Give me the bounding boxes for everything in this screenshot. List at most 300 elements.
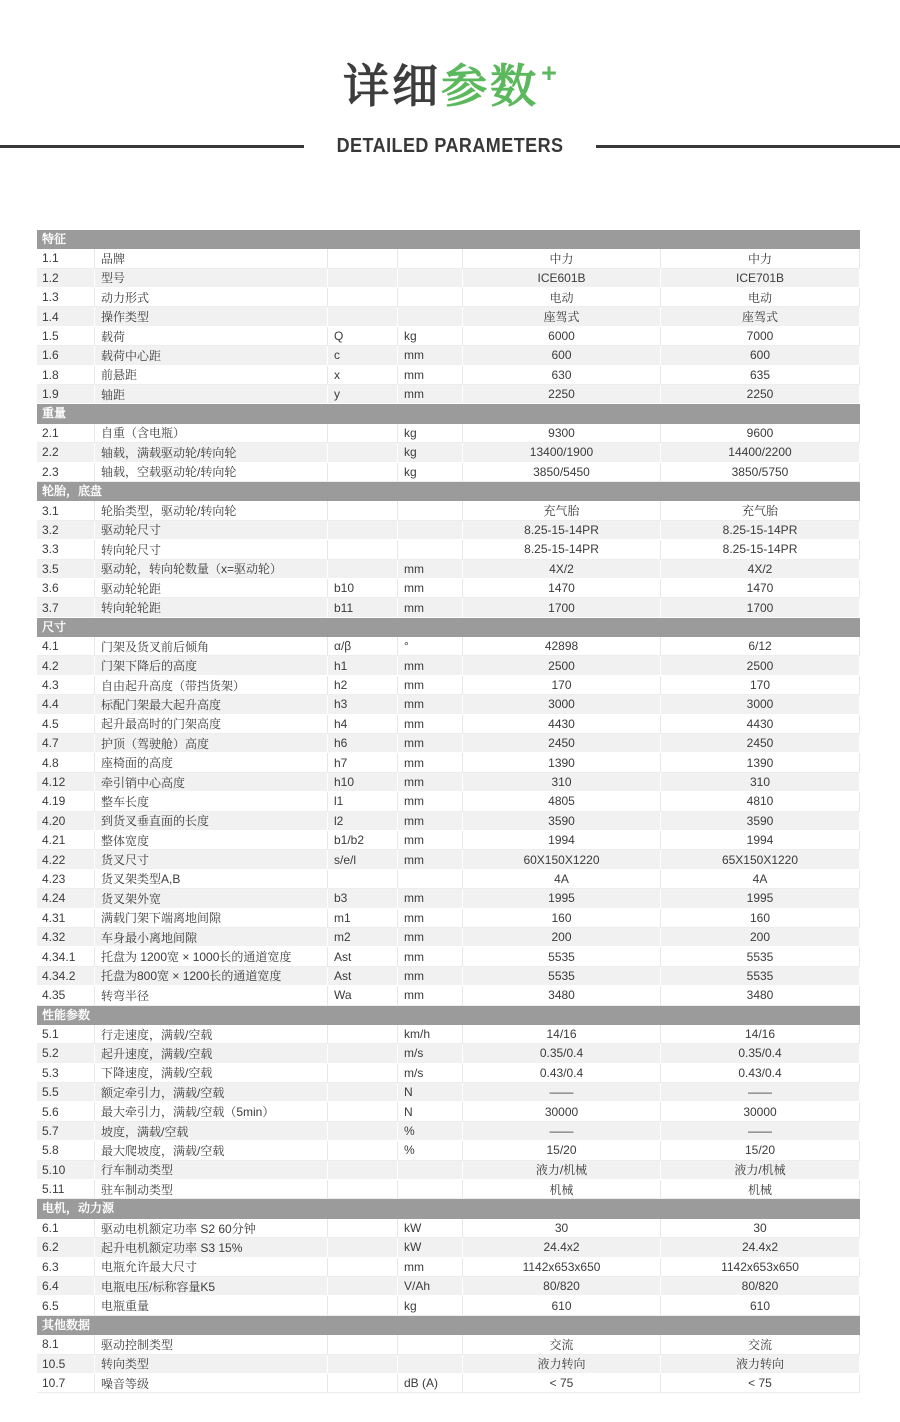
table-row bbox=[37, 424, 860, 443]
row-number: 1.9 bbox=[37, 385, 95, 403]
row-number: 4.31 bbox=[37, 909, 95, 927]
value-ice601b: 630 bbox=[463, 366, 661, 384]
param-name: 起升速度，满载/空载 bbox=[95, 1044, 328, 1062]
param-name: 车身最小离地间隙 bbox=[95, 928, 328, 946]
param-unit: mm bbox=[398, 560, 463, 578]
value-ice701b: 4810 bbox=[661, 792, 860, 810]
value-ice601b: 充气胎 bbox=[463, 501, 661, 519]
param-symbol bbox=[328, 1122, 398, 1140]
table-row bbox=[37, 521, 860, 540]
value-ice601b: 24.4x2 bbox=[463, 1238, 661, 1256]
table-row bbox=[37, 715, 860, 734]
param-name: 驻车制动类型 bbox=[95, 1180, 328, 1198]
param-symbol bbox=[328, 1180, 398, 1198]
param-unit: kg bbox=[398, 327, 463, 345]
param-symbol: h4 bbox=[328, 715, 398, 733]
param-symbol bbox=[328, 269, 398, 287]
spec-table bbox=[37, 230, 860, 1393]
param-symbol: x bbox=[328, 366, 398, 384]
param-unit: V/Ah bbox=[398, 1277, 463, 1295]
value-ice701b: 80/820 bbox=[661, 1277, 860, 1295]
value-ice701b: 30 bbox=[661, 1219, 860, 1237]
value-ice601b: 14/16 bbox=[463, 1025, 661, 1043]
value-ice701b: 机械 bbox=[661, 1180, 860, 1198]
value-ice601b: 15/20 bbox=[463, 1141, 661, 1159]
page-title bbox=[0, 58, 900, 113]
value-ice601b: 液力/机械 bbox=[463, 1161, 661, 1179]
param-symbol: h1 bbox=[328, 656, 398, 674]
section-header: 重量 bbox=[37, 404, 860, 423]
table-row bbox=[37, 1122, 860, 1141]
param-symbol bbox=[328, 870, 398, 888]
param-name: 坡度，满载/空载 bbox=[95, 1122, 328, 1140]
table-row bbox=[37, 1374, 860, 1393]
value-ice701b: 200 bbox=[661, 928, 860, 946]
value-ice701b: 1994 bbox=[661, 831, 860, 849]
value-ice701b: 1142x653x650 bbox=[661, 1258, 860, 1276]
divider-line-right bbox=[596, 145, 900, 148]
value-ice701b: 座驾式 bbox=[661, 307, 860, 325]
param-name: 货叉尺寸 bbox=[95, 850, 328, 868]
value-ice601b: 1995 bbox=[463, 889, 661, 907]
value-ice701b: 充气胎 bbox=[661, 501, 860, 519]
value-ice601b: 8.25-15-14PR bbox=[463, 521, 661, 539]
row-number: 2.3 bbox=[37, 463, 95, 481]
table-row bbox=[37, 443, 860, 462]
value-ice601b: 310 bbox=[463, 773, 661, 791]
row-number: 4.5 bbox=[37, 715, 95, 733]
table-row bbox=[37, 734, 860, 753]
param-symbol: b1/b2 bbox=[328, 831, 398, 849]
table-row bbox=[37, 1102, 860, 1121]
table-row bbox=[37, 269, 860, 288]
param-symbol bbox=[328, 521, 398, 539]
table-row bbox=[37, 1296, 860, 1315]
param-symbol: b11 bbox=[328, 598, 398, 616]
value-ice701b: 5535 bbox=[661, 967, 860, 985]
table-row bbox=[37, 1083, 860, 1102]
param-name: 行车制动类型 bbox=[95, 1161, 328, 1179]
param-unit bbox=[398, 1180, 463, 1198]
value-ice701b: 600 bbox=[661, 346, 860, 364]
param-name: 品牌 bbox=[95, 249, 328, 267]
value-ice601b: 机械 bbox=[463, 1180, 661, 1198]
value-ice601b: 6000 bbox=[463, 327, 661, 345]
value-ice601b: 1142x653x650 bbox=[463, 1258, 661, 1276]
param-unit: mm bbox=[398, 579, 463, 597]
table-row bbox=[37, 1180, 860, 1199]
value-ice701b: 170 bbox=[661, 676, 860, 694]
table-row bbox=[37, 812, 860, 831]
value-ice701b: 3590 bbox=[661, 812, 860, 830]
param-unit: N bbox=[398, 1102, 463, 1120]
row-number: 4.20 bbox=[37, 812, 95, 830]
param-unit: mm bbox=[398, 889, 463, 907]
param-name: 轴载，空载驱动轮/转向轮 bbox=[95, 463, 328, 481]
value-ice701b: 14400/2200 bbox=[661, 443, 860, 461]
param-symbol: Q bbox=[328, 327, 398, 345]
row-number: 4.8 bbox=[37, 753, 95, 771]
param-symbol bbox=[328, 1141, 398, 1159]
param-unit bbox=[398, 1335, 463, 1353]
param-unit: mm bbox=[398, 967, 463, 985]
param-name: 电瓶电压/标称容量K5 bbox=[95, 1277, 328, 1295]
title-dark-part: 详细 bbox=[343, 60, 442, 112]
param-name: 轴载，满载驱动轮/转向轮 bbox=[95, 443, 328, 461]
value-ice601b: 中力 bbox=[463, 249, 661, 267]
table-row bbox=[37, 540, 860, 559]
param-symbol bbox=[328, 1258, 398, 1276]
param-name: 驱动控制类型 bbox=[95, 1335, 328, 1353]
value-ice601b: 3850/5450 bbox=[463, 463, 661, 481]
table-row bbox=[37, 967, 860, 986]
value-ice601b: 电动 bbox=[463, 288, 661, 306]
row-number: 4.35 bbox=[37, 986, 95, 1004]
param-symbol bbox=[328, 249, 398, 267]
param-symbol bbox=[328, 501, 398, 519]
value-ice601b: 4805 bbox=[463, 792, 661, 810]
row-number: 5.2 bbox=[37, 1044, 95, 1062]
value-ice601b: 4430 bbox=[463, 715, 661, 733]
param-symbol bbox=[328, 1296, 398, 1314]
table-row bbox=[37, 385, 860, 404]
param-name: 电瓶允许最大尺寸 bbox=[95, 1258, 328, 1276]
param-symbol bbox=[328, 540, 398, 558]
value-ice701b: 0.43/0.4 bbox=[661, 1064, 860, 1082]
param-symbol: l2 bbox=[328, 812, 398, 830]
param-unit: % bbox=[398, 1141, 463, 1159]
table-row bbox=[37, 307, 860, 326]
row-number: 5.6 bbox=[37, 1102, 95, 1120]
value-ice701b: 65X150X1220 bbox=[661, 850, 860, 868]
value-ice701b: 4X/2 bbox=[661, 560, 860, 578]
table-row bbox=[37, 1141, 860, 1160]
row-number: 5.7 bbox=[37, 1122, 95, 1140]
param-name: 到货叉垂直面的长度 bbox=[95, 812, 328, 830]
table-row bbox=[37, 792, 860, 811]
row-number: 3.7 bbox=[37, 598, 95, 616]
value-ice701b: 635 bbox=[661, 366, 860, 384]
table-row bbox=[37, 327, 860, 346]
section-header: 尺寸 bbox=[37, 618, 860, 637]
row-number: 1.5 bbox=[37, 327, 95, 345]
value-ice601b: 液力转向 bbox=[463, 1355, 661, 1373]
value-ice601b: 座驾式 bbox=[463, 307, 661, 325]
param-symbol bbox=[328, 288, 398, 306]
table-row bbox=[37, 1277, 860, 1296]
title-green-part: 参数 bbox=[441, 60, 540, 112]
row-number: 4.23 bbox=[37, 870, 95, 888]
value-ice601b: 2500 bbox=[463, 656, 661, 674]
param-unit: kW bbox=[398, 1238, 463, 1256]
value-ice601b: 160 bbox=[463, 909, 661, 927]
value-ice701b: 1390 bbox=[661, 753, 860, 771]
param-name: 电瓶重量 bbox=[95, 1296, 328, 1314]
param-name: 操作类型 bbox=[95, 307, 328, 325]
param-unit: mm bbox=[398, 1258, 463, 1276]
value-ice601b: 1700 bbox=[463, 598, 661, 616]
param-name: 起升最高时的门架高度 bbox=[95, 715, 328, 733]
param-symbol: Ast bbox=[328, 967, 398, 985]
param-unit bbox=[398, 307, 463, 325]
param-unit: kg bbox=[398, 463, 463, 481]
param-name: 载荷 bbox=[95, 327, 328, 345]
param-symbol: h6 bbox=[328, 734, 398, 752]
table-row bbox=[37, 1355, 860, 1374]
section-header: 特征 bbox=[37, 230, 860, 249]
param-name: 起升电机额定功率 S3 15% bbox=[95, 1238, 328, 1256]
param-name: 托盘为800宽 × 1200长的通道宽度 bbox=[95, 967, 328, 985]
param-symbol bbox=[328, 1083, 398, 1101]
param-symbol: c bbox=[328, 346, 398, 364]
value-ice601b: 600 bbox=[463, 346, 661, 364]
value-ice601b: 8.25-15-14PR bbox=[463, 540, 661, 558]
row-number: 3.2 bbox=[37, 521, 95, 539]
row-number: 1.3 bbox=[37, 288, 95, 306]
value-ice601b: 4X/2 bbox=[463, 560, 661, 578]
param-unit: mm bbox=[398, 715, 463, 733]
value-ice701b: 液力/机械 bbox=[661, 1161, 860, 1179]
row-number: 4.34.1 bbox=[37, 947, 95, 965]
param-symbol: Ast bbox=[328, 947, 398, 965]
page-subtitle: DETAILED PARAMETERS bbox=[336, 134, 564, 157]
table-row bbox=[37, 501, 860, 520]
row-number: 1.8 bbox=[37, 366, 95, 384]
value-ice701b: 310 bbox=[661, 773, 860, 791]
row-number: 4.1 bbox=[37, 637, 95, 655]
value-ice601b: 9300 bbox=[463, 424, 661, 442]
value-ice701b: —— bbox=[661, 1083, 860, 1101]
param-symbol bbox=[328, 1044, 398, 1062]
param-name: 驱动轮轮距 bbox=[95, 579, 328, 597]
param-unit bbox=[398, 288, 463, 306]
param-unit: mm bbox=[398, 850, 463, 868]
table-row bbox=[37, 1161, 860, 1180]
param-unit: mm bbox=[398, 753, 463, 771]
param-name: 转向轮轮距 bbox=[95, 598, 328, 616]
row-number: 5.10 bbox=[37, 1161, 95, 1179]
param-unit: mm bbox=[398, 598, 463, 616]
value-ice701b: 5535 bbox=[661, 947, 860, 965]
row-number: 4.32 bbox=[37, 928, 95, 946]
value-ice601b: 30 bbox=[463, 1219, 661, 1237]
row-number: 4.19 bbox=[37, 792, 95, 810]
divider-line-left bbox=[0, 145, 304, 148]
param-symbol: y bbox=[328, 385, 398, 403]
value-ice701b: 0.35/0.4 bbox=[661, 1044, 860, 1062]
param-symbol bbox=[328, 1064, 398, 1082]
param-name: 动力形式 bbox=[95, 288, 328, 306]
value-ice601b: 13400/1900 bbox=[463, 443, 661, 461]
subtitle-row bbox=[0, 135, 900, 158]
param-symbol bbox=[328, 1374, 398, 1392]
value-ice701b: 8.25-15-14PR bbox=[661, 540, 860, 558]
param-unit: mm bbox=[398, 695, 463, 713]
param-name: 托盘为 1200宽 × 1000长的通道宽度 bbox=[95, 947, 328, 965]
value-ice701b: 6/12 bbox=[661, 637, 860, 655]
param-unit: mm bbox=[398, 385, 463, 403]
value-ice701b: 4A bbox=[661, 870, 860, 888]
value-ice701b: 1995 bbox=[661, 889, 860, 907]
param-unit: N bbox=[398, 1083, 463, 1101]
param-symbol: b10 bbox=[328, 579, 398, 597]
plus-icon: + bbox=[541, 58, 557, 88]
row-number: 6.1 bbox=[37, 1219, 95, 1237]
table-row bbox=[37, 1044, 860, 1063]
section-header: 电机，动力源 bbox=[37, 1199, 860, 1218]
row-number: 4.21 bbox=[37, 831, 95, 849]
row-number: 1.1 bbox=[37, 249, 95, 267]
value-ice701b: 610 bbox=[661, 1296, 860, 1314]
param-unit bbox=[398, 1161, 463, 1179]
param-symbol: h7 bbox=[328, 753, 398, 771]
param-symbol bbox=[328, 443, 398, 461]
row-number: 4.2 bbox=[37, 656, 95, 674]
row-number: 4.34.2 bbox=[37, 967, 95, 985]
value-ice601b: 3000 bbox=[463, 695, 661, 713]
param-unit: mm bbox=[398, 909, 463, 927]
param-symbol: h10 bbox=[328, 773, 398, 791]
row-number: 3.5 bbox=[37, 560, 95, 578]
param-name: 转弯半径 bbox=[95, 986, 328, 1004]
table-row bbox=[37, 986, 860, 1005]
table-row bbox=[37, 560, 860, 579]
param-unit bbox=[398, 540, 463, 558]
param-symbol: h2 bbox=[328, 676, 398, 694]
table-row bbox=[37, 1064, 860, 1083]
param-symbol bbox=[328, 1238, 398, 1256]
param-name: 座椅面的高度 bbox=[95, 753, 328, 771]
param-unit: mm bbox=[398, 947, 463, 965]
table-row bbox=[37, 773, 860, 792]
value-ice601b: 交流 bbox=[463, 1335, 661, 1353]
table-row bbox=[37, 870, 860, 889]
value-ice701b: < 75 bbox=[661, 1374, 860, 1392]
param-symbol: m1 bbox=[328, 909, 398, 927]
param-unit bbox=[398, 501, 463, 519]
param-unit: m/s bbox=[398, 1044, 463, 1062]
table-row bbox=[37, 288, 860, 307]
param-unit: mm bbox=[398, 928, 463, 946]
value-ice701b: 14/16 bbox=[661, 1025, 860, 1043]
row-number: 5.8 bbox=[37, 1141, 95, 1159]
value-ice601b: 30000 bbox=[463, 1102, 661, 1120]
param-unit: ° bbox=[398, 637, 463, 655]
table-row bbox=[37, 598, 860, 617]
row-number: 1.4 bbox=[37, 307, 95, 325]
value-ice701b: 7000 bbox=[661, 327, 860, 345]
row-number: 1.6 bbox=[37, 346, 95, 364]
row-number: 3.1 bbox=[37, 501, 95, 519]
table-row bbox=[37, 928, 860, 947]
param-name: 门架下降后的高度 bbox=[95, 656, 328, 674]
table-row bbox=[37, 1219, 860, 1238]
row-number: 4.3 bbox=[37, 676, 95, 694]
value-ice701b: 2450 bbox=[661, 734, 860, 752]
value-ice701b: 1470 bbox=[661, 579, 860, 597]
param-name: 轮胎类型，驱动轮/转向轮 bbox=[95, 501, 328, 519]
param-name: 前悬距 bbox=[95, 366, 328, 384]
param-symbol bbox=[328, 1277, 398, 1295]
param-name: 转向类型 bbox=[95, 1355, 328, 1373]
param-name: 转向轮尺寸 bbox=[95, 540, 328, 558]
value-ice601b: 2250 bbox=[463, 385, 661, 403]
param-name: 驱动轮，转向轮数量（x=驱动轮） bbox=[95, 560, 328, 578]
row-number: 2.2 bbox=[37, 443, 95, 461]
param-symbol: Wa bbox=[328, 986, 398, 1004]
value-ice701b: 2500 bbox=[661, 656, 860, 674]
param-unit: kg bbox=[398, 1296, 463, 1314]
table-row bbox=[37, 695, 860, 714]
row-number: 1.2 bbox=[37, 269, 95, 287]
param-name: 货叉架类型A,B bbox=[95, 870, 328, 888]
param-symbol: b3 bbox=[328, 889, 398, 907]
section-header: 性能参数 bbox=[37, 1006, 860, 1025]
row-number: 2.1 bbox=[37, 424, 95, 442]
value-ice701b: 30000 bbox=[661, 1102, 860, 1120]
row-number: 4.22 bbox=[37, 850, 95, 868]
param-name: 下降速度，满载/空载 bbox=[95, 1064, 328, 1082]
param-symbol: s/e/l bbox=[328, 850, 398, 868]
table-row bbox=[37, 637, 860, 656]
row-number: 4.12 bbox=[37, 773, 95, 791]
row-number: 6.3 bbox=[37, 1258, 95, 1276]
value-ice601b: ICE601B bbox=[463, 269, 661, 287]
value-ice701b: —— bbox=[661, 1122, 860, 1140]
param-name: 最大爬坡度，满载/空载 bbox=[95, 1141, 328, 1159]
param-name: 驱动轮尺寸 bbox=[95, 521, 328, 539]
page-header bbox=[0, 0, 900, 158]
param-symbol: h3 bbox=[328, 695, 398, 713]
param-unit: kg bbox=[398, 424, 463, 442]
table-row bbox=[37, 366, 860, 385]
table-row bbox=[37, 463, 860, 482]
param-name: 轴距 bbox=[95, 385, 328, 403]
param-unit bbox=[398, 870, 463, 888]
row-number: 4.4 bbox=[37, 695, 95, 713]
section-header: 轮胎，底盘 bbox=[37, 482, 860, 501]
param-symbol: α/β bbox=[328, 637, 398, 655]
param-symbol bbox=[328, 307, 398, 325]
row-number: 3.3 bbox=[37, 540, 95, 558]
value-ice701b: 9600 bbox=[661, 424, 860, 442]
param-unit: % bbox=[398, 1122, 463, 1140]
value-ice601b: 2450 bbox=[463, 734, 661, 752]
param-symbol bbox=[328, 424, 398, 442]
value-ice601b: 60X150X1220 bbox=[463, 850, 661, 868]
param-symbol bbox=[328, 463, 398, 481]
param-unit bbox=[398, 1355, 463, 1373]
value-ice701b: 3850/5750 bbox=[661, 463, 860, 481]
param-symbol bbox=[328, 1161, 398, 1179]
value-ice601b: 5535 bbox=[463, 967, 661, 985]
table-row bbox=[37, 656, 860, 675]
table-row bbox=[37, 850, 860, 869]
value-ice601b: 610 bbox=[463, 1296, 661, 1314]
param-symbol bbox=[328, 1335, 398, 1353]
value-ice701b: 15/20 bbox=[661, 1141, 860, 1159]
row-number: 5.1 bbox=[37, 1025, 95, 1043]
table-row bbox=[37, 947, 860, 966]
value-ice701b: 中力 bbox=[661, 249, 860, 267]
param-name: 整车长度 bbox=[95, 792, 328, 810]
row-number: 3.6 bbox=[37, 579, 95, 597]
row-number: 5.5 bbox=[37, 1083, 95, 1101]
value-ice701b: 4430 bbox=[661, 715, 860, 733]
value-ice601b: < 75 bbox=[463, 1374, 661, 1392]
table-row bbox=[37, 1258, 860, 1277]
value-ice601b: 0.43/0.4 bbox=[463, 1064, 661, 1082]
